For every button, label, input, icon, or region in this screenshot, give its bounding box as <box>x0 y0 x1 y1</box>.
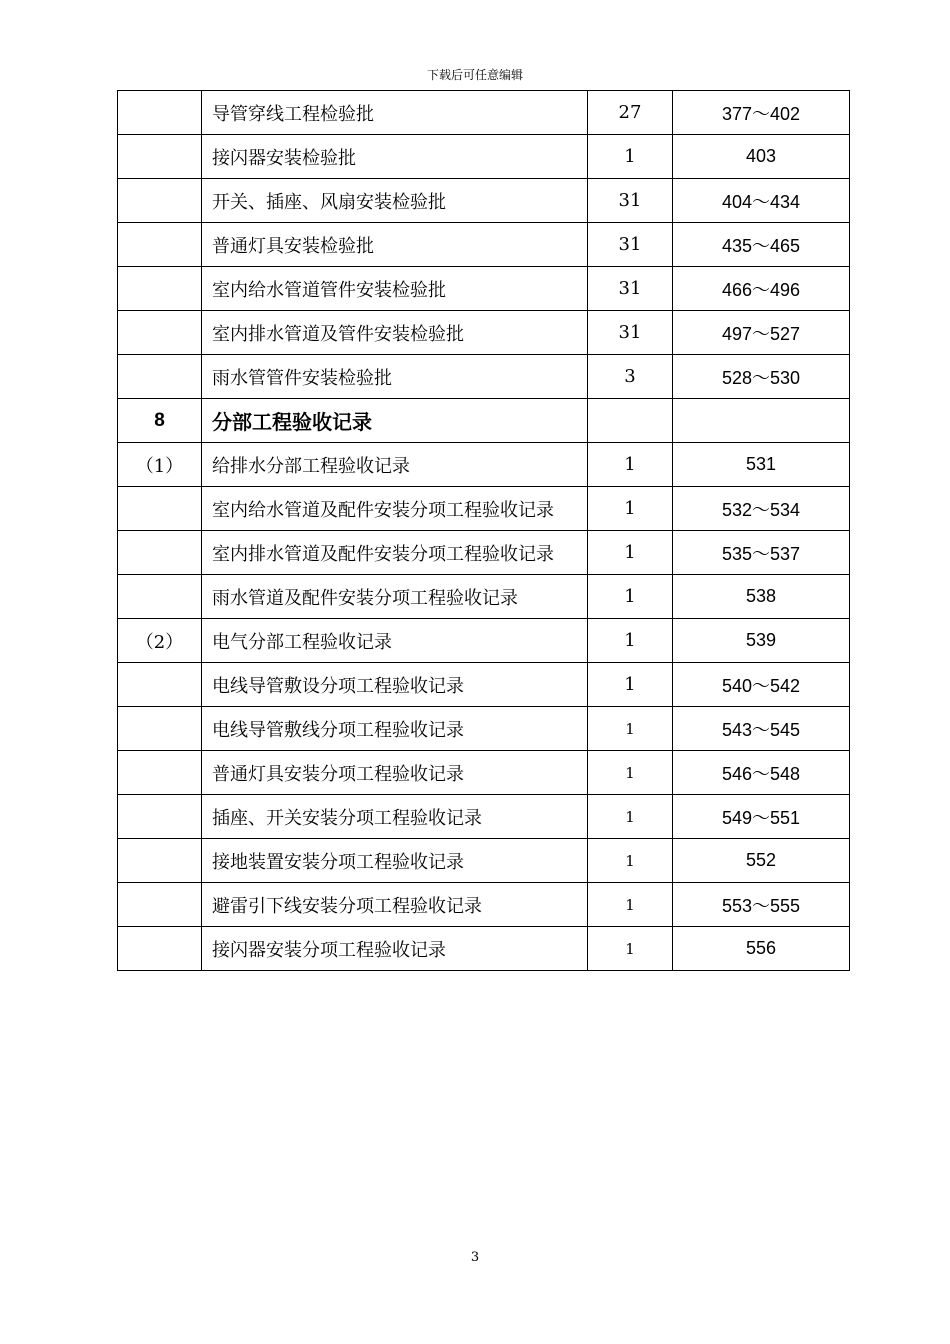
row-number <box>118 135 202 179</box>
row-number <box>118 179 202 223</box>
table-row <box>118 179 850 223</box>
table-row <box>118 443 850 487</box>
row-item-name: 接闪器安装分项工程验收记录 <box>202 927 588 971</box>
row-quantity: 1 <box>588 575 673 619</box>
row-number <box>118 795 202 839</box>
row-number <box>118 267 202 311</box>
row-page-range: 403 <box>673 135 850 179</box>
table-row <box>118 135 850 179</box>
row-item-name: 开关、插座、风扇安装检验批 <box>202 179 588 223</box>
row-item-name: 室内给水管道及配件安装分项工程验收记录 <box>202 487 588 531</box>
row-quantity: 1 <box>588 751 673 795</box>
row-quantity: 1 <box>588 707 673 751</box>
row-quantity: 31 <box>588 223 673 267</box>
row-number <box>118 927 202 971</box>
row-page-range: 552 <box>673 839 850 883</box>
row-page-range: 466～496 <box>673 267 850 311</box>
row-page-range <box>673 399 850 443</box>
table-row <box>118 707 850 751</box>
row-page-range: 546～548 <box>673 751 850 795</box>
row-page-range: 528～530 <box>673 355 850 399</box>
row-number <box>118 91 202 135</box>
row-item-name: 电线导管敷设分项工程验收记录 <box>202 663 588 707</box>
row-quantity: 1 <box>588 663 673 707</box>
table-row <box>118 531 850 575</box>
row-quantity: 1 <box>588 883 673 927</box>
row-page-range: 535～537 <box>673 531 850 575</box>
row-number <box>118 355 202 399</box>
row-page-range: 540～542 <box>673 663 850 707</box>
page-number: 3 <box>470 1250 480 1265</box>
row-quantity: 1 <box>588 487 673 531</box>
row-item-name: 普通灯具安装分项工程验收记录 <box>202 751 588 795</box>
row-item-name: 避雷引下线安装分项工程验收记录 <box>202 883 588 927</box>
row-page-range: 556 <box>673 927 850 971</box>
row-number: （2） <box>118 619 202 663</box>
row-page-range: 532～534 <box>673 487 850 531</box>
row-number <box>118 575 202 619</box>
table-row <box>118 575 850 619</box>
row-number <box>118 883 202 927</box>
row-quantity: 1 <box>588 927 673 971</box>
row-item-name: 插座、开关安装分项工程验收记录 <box>202 795 588 839</box>
row-item-name: 室内排水管道及管件安装检验批 <box>202 311 588 355</box>
table-row <box>118 795 850 839</box>
row-quantity: 1 <box>588 619 673 663</box>
row-quantity: 1 <box>588 531 673 575</box>
row-number <box>118 311 202 355</box>
row-page-range: 543～545 <box>673 707 850 751</box>
row-quantity: 31 <box>588 311 673 355</box>
row-quantity: 1 <box>588 135 673 179</box>
row-number <box>118 707 202 751</box>
row-quantity: 1 <box>588 839 673 883</box>
table-row <box>118 839 850 883</box>
row-page-range: 377～402 <box>673 91 850 135</box>
row-number <box>118 663 202 707</box>
table-row <box>118 619 850 663</box>
row-page-range: 538 <box>673 575 850 619</box>
page-header-note: 下载后可任意编辑 <box>426 68 523 82</box>
table-row <box>118 223 850 267</box>
row-number: （1） <box>118 443 202 487</box>
row-page-range: 435～465 <box>673 223 850 267</box>
row-number <box>118 487 202 531</box>
row-quantity: 1 <box>588 443 673 487</box>
section-number: 8 <box>118 399 202 443</box>
row-number <box>118 223 202 267</box>
row-page-range: 531 <box>673 443 850 487</box>
table-row <box>118 311 850 355</box>
table-row <box>118 927 850 971</box>
row-item-name: 接闪器安装检验批 <box>202 135 588 179</box>
row-item-name: 给排水分部工程验收记录 <box>202 443 588 487</box>
table-row <box>118 663 850 707</box>
row-page-range: 549～551 <box>673 795 850 839</box>
row-item-name: 雨水管道及配件安装分项工程验收记录 <box>202 575 588 619</box>
table-row <box>118 355 850 399</box>
row-quantity: 27 <box>588 91 673 135</box>
row-page-range: 553～555 <box>673 883 850 927</box>
table-row <box>118 751 850 795</box>
row-item-name: 电线导管敷线分项工程验收记录 <box>202 707 588 751</box>
table-row <box>118 487 850 531</box>
row-page-range: 497～527 <box>673 311 850 355</box>
row-quantity: 1 <box>588 795 673 839</box>
row-page-range: 404～434 <box>673 179 850 223</box>
row-quantity: 3 <box>588 355 673 399</box>
table-row <box>118 883 850 927</box>
table-row <box>118 267 850 311</box>
document-index-table <box>117 90 850 971</box>
row-quantity <box>588 399 673 443</box>
row-item-name: 接地装置安装分项工程验收记录 <box>202 839 588 883</box>
row-item-name: 雨水管管件安装检验批 <box>202 355 588 399</box>
row-number <box>118 839 202 883</box>
row-quantity: 31 <box>588 179 673 223</box>
row-item-name: 室内排水管道及配件安装分项工程验收记录 <box>202 531 588 575</box>
row-page-range: 539 <box>673 619 850 663</box>
section-title: 分部工程验收记录 <box>202 399 588 443</box>
table-row <box>118 91 850 135</box>
row-item-name: 导管穿线工程检验批 <box>202 91 588 135</box>
row-item-name: 室内给水管道管件安装检验批 <box>202 267 588 311</box>
row-item-name: 普通灯具安装检验批 <box>202 223 588 267</box>
row-item-name: 电气分部工程验收记录 <box>202 619 588 663</box>
row-number <box>118 531 202 575</box>
section-heading-row <box>118 399 850 443</box>
row-quantity: 31 <box>588 267 673 311</box>
row-number <box>118 751 202 795</box>
